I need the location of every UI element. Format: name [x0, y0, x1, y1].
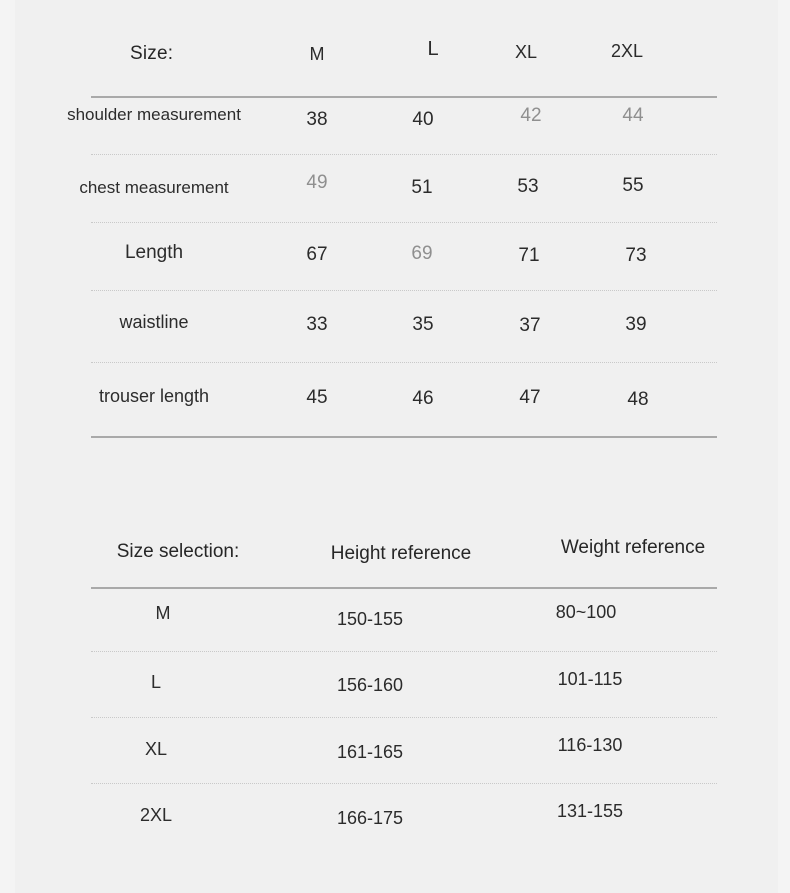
measurement-table-header-row: [76, 16, 717, 94]
reference-size-header: Size selection:: [116, 541, 240, 562]
row-divider: [91, 362, 717, 363]
table-row: [76, 587, 717, 653]
measurement-size-header-l: L: [427, 38, 439, 60]
reference-height-cell: 150-155: [336, 609, 404, 629]
measurement-cell: 45: [306, 387, 328, 408]
table-row: [76, 719, 717, 785]
measurement-row-label: trouser length: [98, 386, 210, 406]
table-row: [76, 653, 717, 719]
measurement-size-header-2xl: 2XL: [610, 41, 644, 61]
measurement-table: [67, 16, 717, 436]
measurement-cell: 55: [622, 175, 644, 196]
measurement-cell: 48: [627, 389, 649, 410]
reference-height-header: Height reference: [330, 543, 472, 564]
reference-size-cell: L: [150, 672, 162, 692]
row-divider: [91, 651, 717, 652]
measurement-cell: 42: [520, 105, 542, 126]
row-divider: [91, 154, 717, 155]
measurement-cell: 39: [625, 314, 647, 335]
row-divider: [91, 222, 717, 223]
measurement-cell: 38: [306, 109, 328, 130]
measurement-cell: 37: [519, 315, 541, 336]
reference-weight-header: Weight reference: [560, 537, 706, 558]
reference-size-cell: 2XL: [139, 805, 173, 825]
table-row: [76, 224, 717, 292]
measurement-cell: 73: [625, 245, 647, 266]
measurement-cell: 53: [517, 176, 539, 197]
table-row: [76, 156, 717, 224]
row-divider: [91, 783, 717, 784]
reference-weight-cell: 101-115: [557, 669, 623, 689]
measurement-size-header-xl: XL: [514, 42, 538, 62]
measurement-table-bottom-rule: [91, 436, 717, 438]
reference-size-cell: XL: [144, 739, 168, 759]
measurement-cell: 71: [518, 245, 540, 266]
measurement-cell: 49: [306, 172, 328, 193]
measurement-cell: 69: [411, 243, 433, 264]
measurement-row-label: shoulder measurement: [67, 105, 241, 124]
measurement-cell: 51: [411, 177, 433, 198]
measurement-cell: 46: [412, 388, 434, 409]
reference-height-cell: 156-160: [336, 675, 404, 695]
measurement-row-label: chest measurement: [79, 178, 229, 197]
reference-table: [76, 515, 717, 851]
measurement-cell: 67: [306, 244, 328, 265]
reference-weight-cell: 131-155: [556, 801, 624, 821]
reference-table-header-row: [76, 515, 717, 587]
reference-weight-cell: 116-130: [557, 735, 623, 755]
table-row: [67, 94, 717, 156]
table-row: [76, 292, 717, 364]
reference-height-cell: 161-165: [336, 742, 404, 762]
table-row: [76, 785, 717, 851]
reference-size-cell: M: [155, 603, 171, 623]
reference-weight-cell: 80~100: [555, 602, 617, 622]
measurement-cell: 44: [622, 105, 644, 126]
measurement-table-size-header: Size:: [130, 43, 174, 64]
table-row: [76, 364, 717, 436]
measurement-cell: 33: [306, 314, 328, 335]
measurement-cell: 35: [412, 314, 434, 335]
measurement-row-label: Length: [124, 242, 184, 263]
row-divider: [91, 717, 717, 718]
size-chart-sheet: [15, 0, 778, 893]
row-divider: [91, 290, 717, 291]
measurement-cell: 40: [412, 109, 434, 130]
measurement-cell: 47: [519, 387, 541, 408]
reference-height-cell: 166-175: [336, 808, 404, 828]
measurement-row-label: waistline: [119, 312, 189, 332]
measurement-size-header-m: M: [309, 44, 325, 64]
